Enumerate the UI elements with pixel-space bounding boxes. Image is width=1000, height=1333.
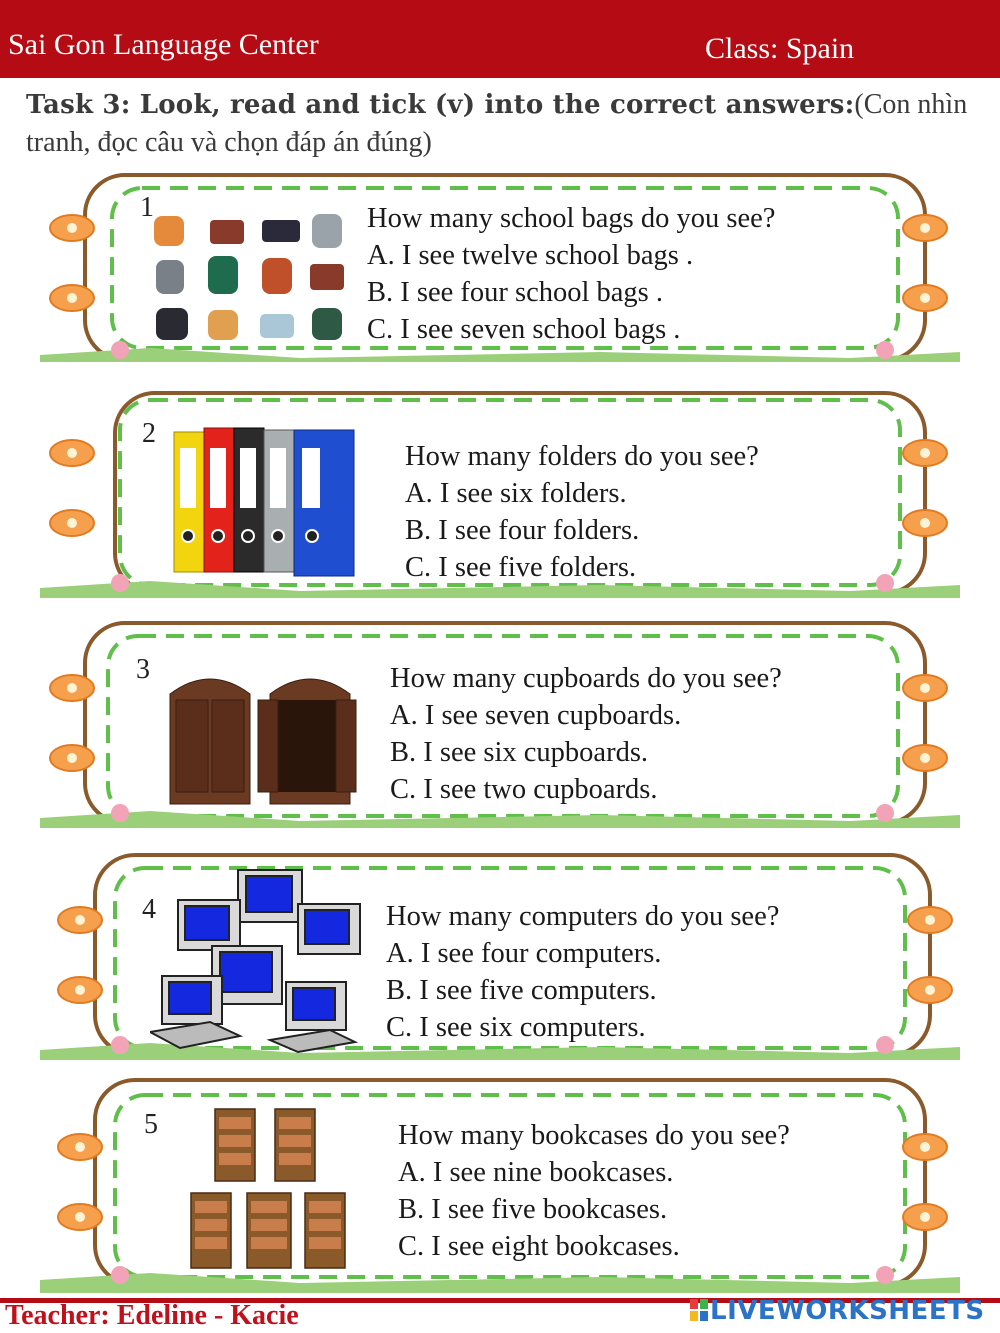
question-prompt: How many bookcases do you see? [398, 1120, 790, 1151]
answer-option-c[interactable]: C. I see eight bookcases. [398, 1231, 680, 1262]
question-prompt: How many cupboards do you see? [390, 663, 782, 694]
question-card-3 [0, 618, 1000, 833]
answer-option-a[interactable]: A. I see nine bookcases. [398, 1157, 674, 1188]
question-card-4 [0, 850, 1000, 1065]
answer-option-b[interactable]: B. I see four folders. [405, 515, 640, 546]
question-card-1 [0, 170, 1000, 370]
question-number: 3 [136, 654, 150, 685]
question-text-block [398, 1117, 790, 1265]
answer-option-b[interactable]: B. I see five computers. [386, 975, 657, 1006]
question-text-block [405, 438, 759, 586]
liveworksheets-logo-icon [690, 1299, 708, 1321]
question-prompt: How many school bags do you see? [367, 203, 776, 234]
question-number: 5 [144, 1109, 158, 1140]
answer-option-c[interactable]: C. I see two cupboards. [390, 774, 658, 805]
question-card-5 [0, 1075, 1000, 1295]
question-number: 4 [142, 894, 156, 925]
task-instruction [26, 86, 998, 161]
cupboards-picture [160, 664, 360, 814]
task-title: Task 3: Look, read and tick (v) into the correct answers: [26, 90, 855, 120]
question-text-block [390, 660, 782, 808]
answer-option-a[interactable]: A. I see seven cupboards. [390, 700, 682, 731]
task-subtitle: (Con nhìn tranh, đọc câu và chọn đáp án đúng) [26, 89, 968, 158]
answer-option-c[interactable]: C. I see seven school bags . [367, 314, 681, 345]
answer-option-c[interactable]: C. I see six computers. [386, 1012, 646, 1043]
answer-option-c[interactable]: C. I see five folders. [405, 552, 637, 583]
teacher-name: Teacher: Edeline - Kacie [5, 1300, 299, 1331]
center-name: Sai Gon Language Center [8, 28, 319, 61]
answer-option-b[interactable]: B. I see six cupboards. [390, 737, 649, 768]
header-bar [0, 0, 1000, 78]
class-label: Class: Spain [705, 32, 855, 65]
answer-option-b[interactable]: B. I see five bookcases. [398, 1194, 668, 1225]
question-card-2 [0, 388, 1000, 603]
bookcases-picture [185, 1103, 355, 1273]
question-text-block [386, 898, 779, 1046]
question-prompt: How many folders do you see? [405, 441, 759, 472]
question-text-block [367, 200, 775, 348]
answer-option-b[interactable]: B. I see four school bags . [367, 277, 664, 308]
answer-option-a[interactable]: A. I see six folders. [405, 478, 627, 509]
answer-option-a[interactable]: A. I see twelve school bags . [367, 240, 694, 271]
answer-option-a[interactable]: A. I see four computers. [386, 938, 662, 969]
computers-picture [150, 864, 370, 1054]
question-number: 2 [142, 418, 156, 449]
question-prompt: How many computers do you see? [386, 901, 780, 932]
brand-text: LIVEWORKSHEETS [710, 1296, 985, 1326]
liveworksheets-brand[interactable] [690, 1296, 985, 1326]
question-number: 1 [140, 192, 154, 223]
school-bags-picture [148, 208, 358, 348]
folders-picture [168, 418, 363, 578]
